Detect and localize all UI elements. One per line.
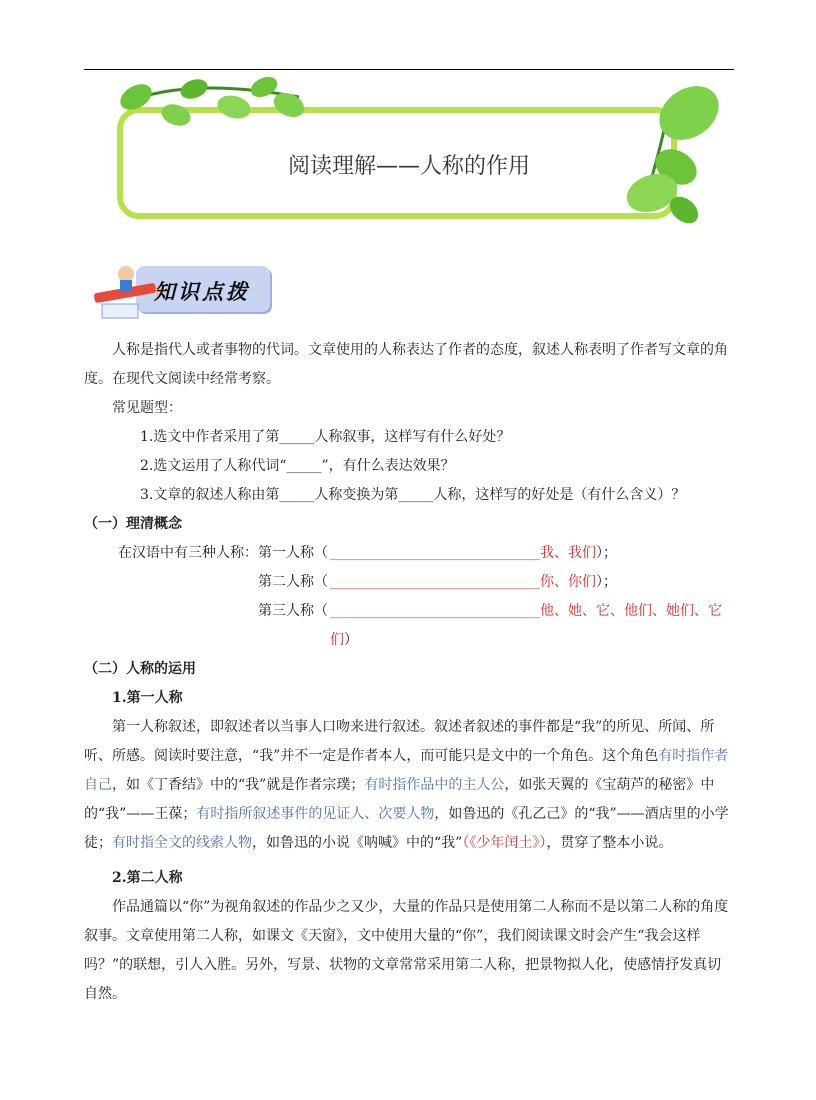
question-2: 2.选文运用了人称代词“_____”，有什么表达效果？ — [140, 458, 455, 474]
second-person-blank — [330, 568, 617, 597]
third-person-blank — [330, 597, 734, 655]
subsection-first-person: 1.第一人称 — [112, 690, 183, 706]
question-3: 3.文章的叙述人称由第_____人称变换为第_____人称，这样写的好处是（有什么含义）？ — [140, 487, 686, 503]
pronoun-row-third — [84, 597, 734, 655]
first-person-label: 第一人称（ — [258, 545, 328, 561]
third-person-label: 第三人称（ — [258, 603, 328, 619]
highlight-run: 有时指全文的线索人物 — [112, 835, 252, 851]
text-run: ，贯穿了整本小说。 — [546, 835, 673, 851]
section-1-title: （一）理清概念 — [84, 516, 182, 532]
highlight-run: 有时指所叙述事件的见证人、次要人物 — [196, 806, 435, 822]
content — [84, 336, 734, 1009]
header-rule — [84, 69, 734, 70]
pronoun-row-second — [84, 568, 734, 597]
text-run: ，如鲁迅的《孔乙己》的“我”——酒店里的小学徒； — [84, 806, 729, 851]
text-run: ，如张天翼的《宝葫芦的秘密》中的“我”——王葆； — [84, 777, 715, 822]
badge-label: 知识点拨 — [154, 280, 250, 304]
knowledge-badge — [88, 258, 278, 324]
intro-paragraph: 人称是指代人或者事物的代词。文章使用的人称表达了作者的态度，叙述人称表明了作者写文章的角度。在现代文阅读中经常考察。 — [84, 342, 728, 387]
row-end: ）； — [596, 574, 617, 590]
pronoun-lead: 在汉语中有三种人称： — [118, 545, 258, 561]
text-run: ，如鲁迅的小说《呐喊》中的“我” — [252, 835, 463, 851]
subsection-second-person: 2.第二人称 — [112, 870, 183, 886]
second-person-label: 第二人称（ — [258, 574, 328, 590]
highlight-run: 有时指作者自己 — [84, 748, 729, 793]
text-run: ，如《丁香结》中的“我”就是作者宗璞； — [112, 777, 365, 793]
second-person-paragraph: 作品通篇以“你”为视角叙述的作品少之又少，大量的作品只是使用第二人称而不是以第二人称的角度叙事。文章使用第二人称，如课文《天窗》，文中使用大量的“你”，我们阅读课文时会产生“我会这样吗？”的联想，引人入胜。另外，写景、状物的文章常常采用第二人称，把景物拟人化，使感情抒发真切自然。 — [84, 899, 729, 1002]
blank-line: ______________________________ — [330, 574, 540, 590]
question-1: 1.选文中作者采用了第_____人称叙事，这样写有什么好处？ — [140, 429, 511, 445]
first-person-blank — [330, 539, 617, 568]
pronoun-row-first — [84, 539, 734, 568]
third-person-answer: 他、她、它、他们、她们、它们 — [330, 603, 722, 648]
text-run: 第一人称叙述，即叙述者以当事人口吻来进行叙述。叙述者叙述的事件都是“我”的所见、所闻、所听、所感。阅读时要注意，“我”并不一定是作者本人，而可能只是文中的一个角色。这个角色 — [84, 719, 715, 764]
section-2-title: （二）人称的运用 — [84, 661, 196, 677]
first-person-paragraph — [84, 713, 734, 858]
blank-line: ______________________________ — [330, 603, 540, 619]
first-person-answer: 我、我们 — [540, 545, 596, 561]
question-types-label: 常见题型： — [112, 400, 182, 416]
row-end: ） — [344, 632, 358, 648]
answer-run: （《少年闰土》） — [462, 835, 547, 851]
highlight-run: 有时指作品中的主人公 — [364, 777, 505, 793]
title-banner — [84, 75, 734, 235]
page-title: 阅读理解——人称的作用 — [287, 154, 530, 179]
row-end: ）； — [596, 545, 617, 561]
blank-line: ______________________________ — [330, 545, 540, 561]
second-person-answer: 你、你们 — [540, 574, 596, 590]
